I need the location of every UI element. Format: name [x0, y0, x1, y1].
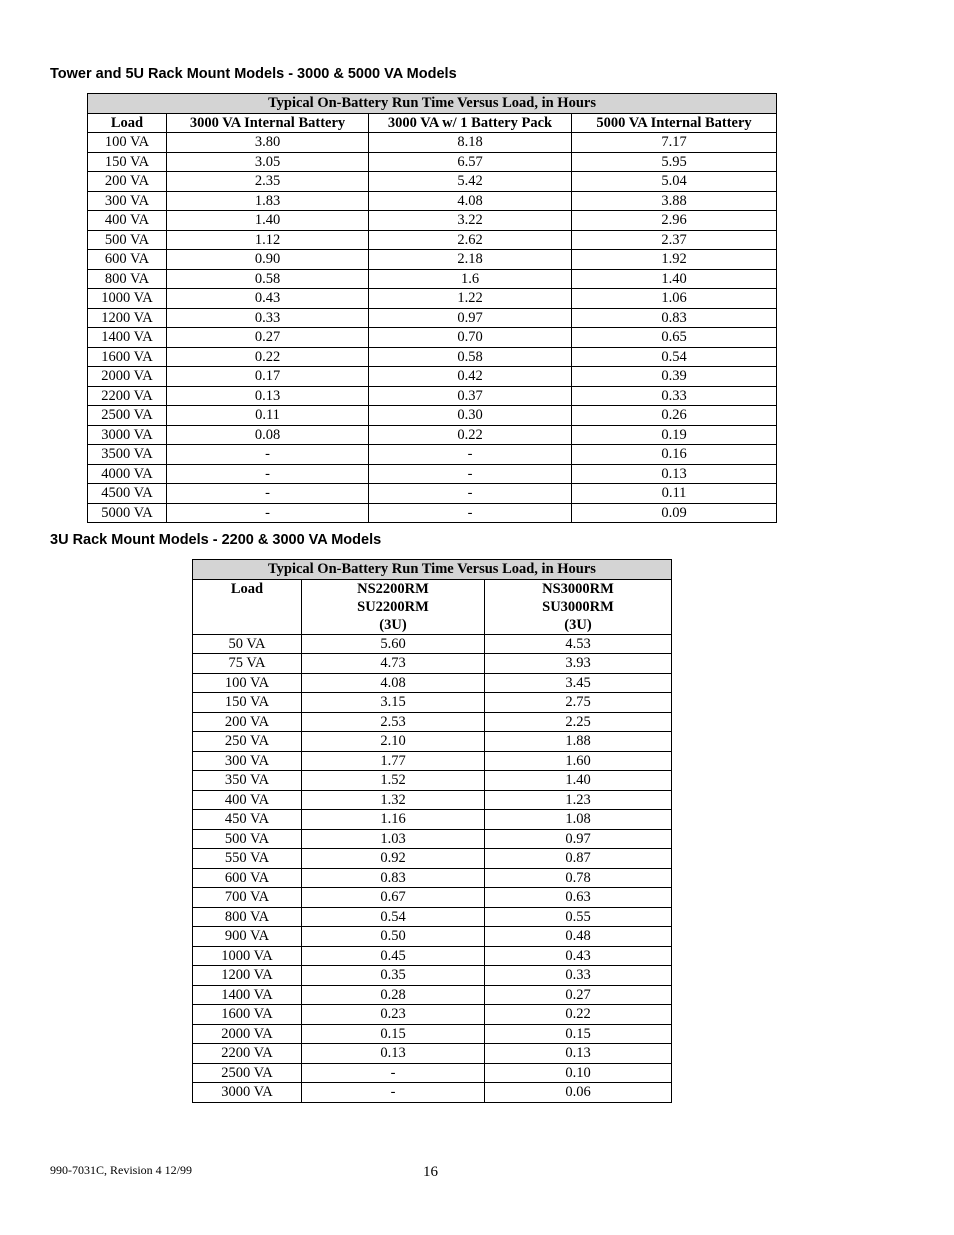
column-header-line: (3U) [564, 616, 592, 633]
runtime-cell: 0.78 [485, 868, 672, 888]
runtime-cell: 8.18 [369, 133, 572, 153]
load-cell: 300 VA [88, 191, 167, 211]
load-cell: 1200 VA [193, 966, 302, 986]
runtime-cell: 0.17 [167, 367, 369, 387]
runtime-cell: 3.45 [485, 673, 672, 693]
runtime-table-tower-5u [87, 93, 777, 523]
column-header-line: (3U) [379, 616, 407, 633]
runtime-cell: 1.40 [572, 269, 777, 289]
runtime-cell: - [369, 445, 572, 465]
runtime-cell: - [302, 1083, 485, 1103]
runtime-cell: 0.22 [167, 347, 369, 367]
table-row [88, 367, 777, 387]
runtime-cell: 1.40 [167, 211, 369, 231]
runtime-cell: 4.53 [485, 634, 672, 654]
runtime-cell: 0.19 [572, 425, 777, 445]
runtime-cell: 5.42 [369, 172, 572, 192]
runtime-cell: 2.37 [572, 230, 777, 250]
runtime-cell: 2.25 [485, 712, 672, 732]
table-row [193, 634, 672, 654]
runtime-cell: 1.88 [485, 732, 672, 752]
runtime-cell: 2.35 [167, 172, 369, 192]
runtime-cell: 0.27 [485, 985, 672, 1005]
load-cell: 150 VA [88, 152, 167, 172]
runtime-cell: 0.26 [572, 406, 777, 426]
table-row [88, 230, 777, 250]
runtime-cell: 0.13 [572, 464, 777, 484]
table-row [193, 1083, 672, 1103]
runtime-cell: 2.75 [485, 693, 672, 713]
table-row [88, 406, 777, 426]
table-row [193, 751, 672, 771]
runtime-cell: 3.93 [485, 654, 672, 674]
runtime-cell: 0.87 [485, 849, 672, 869]
load-cell: 550 VA [193, 849, 302, 869]
column-header [485, 579, 672, 634]
runtime-cell: 0.35 [302, 966, 485, 986]
runtime-cell: 3.80 [167, 133, 369, 153]
runtime-cell: 2.53 [302, 712, 485, 732]
table-row [193, 927, 672, 947]
table-row [193, 868, 672, 888]
runtime-cell: 1.23 [485, 790, 672, 810]
runtime-cell: 0.48 [485, 927, 672, 947]
runtime-cell: 1.83 [167, 191, 369, 211]
table-row [193, 1063, 672, 1083]
runtime-cell: 0.39 [572, 367, 777, 387]
runtime-cell: 0.22 [369, 425, 572, 445]
column-header: 3000 VA Internal Battery [167, 113, 369, 133]
table-caption: Typical On-Battery Run Time Versus Load, in Hours [88, 94, 777, 114]
runtime-cell: 0.33 [485, 966, 672, 986]
document-id: 990-7031C, Revision 4 12/99 [50, 1163, 193, 1177]
table-body [88, 133, 777, 523]
runtime-cell: 3.05 [167, 152, 369, 172]
load-cell: 1400 VA [88, 328, 167, 348]
column-header: 5000 VA Internal Battery [572, 113, 777, 133]
runtime-cell: 0.54 [302, 907, 485, 927]
runtime-cell: 0.45 [302, 946, 485, 966]
runtime-cell: - [369, 464, 572, 484]
table-row [193, 790, 672, 810]
runtime-table-3u-rack [192, 559, 672, 1103]
runtime-cell: 2.10 [302, 732, 485, 752]
runtime-cell: 0.27 [167, 328, 369, 348]
runtime-cell: 2.96 [572, 211, 777, 231]
runtime-cell: 1.40 [485, 771, 672, 791]
table-row [193, 654, 672, 674]
runtime-cell: 2.18 [369, 250, 572, 270]
load-cell: 400 VA [193, 790, 302, 810]
column-header [193, 579, 302, 634]
load-cell: 2200 VA [88, 386, 167, 406]
load-cell: 600 VA [193, 868, 302, 888]
table-row [193, 849, 672, 869]
runtime-cell: 3.22 [369, 211, 572, 231]
runtime-cell: 0.54 [572, 347, 777, 367]
column-header-line: NS2200RM [357, 580, 429, 597]
runtime-cell: 5.95 [572, 152, 777, 172]
load-cell: 300 VA [193, 751, 302, 771]
runtime-cell: 4.08 [369, 191, 572, 211]
table-row [88, 347, 777, 367]
runtime-cell: 5.04 [572, 172, 777, 192]
load-cell: 75 VA [193, 654, 302, 674]
runtime-cell: 0.37 [369, 386, 572, 406]
load-cell: 5000 VA [88, 503, 167, 523]
table-row [88, 133, 777, 153]
load-cell: 800 VA [88, 269, 167, 289]
load-cell: 900 VA [193, 927, 302, 947]
table-row [193, 946, 672, 966]
table-row [193, 1005, 672, 1025]
runtime-cell: 1.08 [485, 810, 672, 830]
table-row [88, 328, 777, 348]
runtime-cell: 0.09 [572, 503, 777, 523]
runtime-cell: 1.06 [572, 289, 777, 309]
table-row [88, 445, 777, 465]
runtime-cell: 0.16 [572, 445, 777, 465]
load-cell: 100 VA [88, 133, 167, 153]
runtime-cell: 0.13 [302, 1044, 485, 1064]
runtime-cell: 0.50 [302, 927, 485, 947]
table-row [88, 152, 777, 172]
runtime-cell: 1.12 [167, 230, 369, 250]
load-cell: 450 VA [193, 810, 302, 830]
column-header: Load [88, 113, 167, 133]
load-cell: 700 VA [193, 888, 302, 908]
runtime-cell: 0.13 [167, 386, 369, 406]
load-cell: 800 VA [193, 907, 302, 927]
load-cell: 2500 VA [193, 1063, 302, 1083]
load-cell: 1600 VA [88, 347, 167, 367]
load-cell: 4000 VA [88, 464, 167, 484]
runtime-cell: 0.83 [572, 308, 777, 328]
table-row [88, 503, 777, 523]
section2-heading: 3U Rack Mount Models - 2200 & 3000 VA Models [50, 532, 382, 548]
runtime-cell: 2.62 [369, 230, 572, 250]
table-row [88, 464, 777, 484]
load-cell: 200 VA [88, 172, 167, 192]
load-cell: 350 VA [193, 771, 302, 791]
table-row [88, 191, 777, 211]
table-row [88, 269, 777, 289]
runtime-cell: 0.11 [167, 406, 369, 426]
runtime-cell: 0.90 [167, 250, 369, 270]
load-cell: 1400 VA [193, 985, 302, 1005]
load-cell: 1200 VA [88, 308, 167, 328]
runtime-cell: 1.03 [302, 829, 485, 849]
runtime-cell: 0.97 [485, 829, 672, 849]
runtime-cell: 1.6 [369, 269, 572, 289]
table-row [88, 386, 777, 406]
load-cell: 200 VA [193, 712, 302, 732]
runtime-cell: 0.70 [369, 328, 572, 348]
runtime-cell: 1.22 [369, 289, 572, 309]
runtime-cell: 5.60 [302, 634, 485, 654]
runtime-cell: 1.16 [302, 810, 485, 830]
table-row [193, 712, 672, 732]
runtime-cell: 0.06 [485, 1083, 672, 1103]
runtime-cell: 0.58 [167, 269, 369, 289]
table-row [88, 484, 777, 504]
table-row [193, 1044, 672, 1064]
table-row [193, 829, 672, 849]
column-header [302, 579, 485, 634]
runtime-cell: 1.60 [485, 751, 672, 771]
runtime-cell: 4.73 [302, 654, 485, 674]
column-headers [88, 113, 777, 133]
column-header-line: Load [230, 580, 264, 597]
runtime-cell: 0.30 [369, 406, 572, 426]
runtime-cell: 0.22 [485, 1005, 672, 1025]
runtime-cell: 0.10 [485, 1063, 672, 1083]
table-row [88, 425, 777, 445]
table-row [88, 250, 777, 270]
load-cell: 3500 VA [88, 445, 167, 465]
runtime-cell: 0.42 [369, 367, 572, 387]
runtime-cell: 1.92 [572, 250, 777, 270]
load-cell: 2000 VA [88, 367, 167, 387]
runtime-cell: 7.17 [572, 133, 777, 153]
runtime-cell: 0.15 [485, 1024, 672, 1044]
load-cell: 500 VA [193, 829, 302, 849]
runtime-cell: 0.43 [485, 946, 672, 966]
runtime-cell: 0.55 [485, 907, 672, 927]
runtime-cell: 0.28 [302, 985, 485, 1005]
runtime-cell: 0.43 [167, 289, 369, 309]
runtime-cell: 1.77 [302, 751, 485, 771]
table-row [193, 810, 672, 830]
load-cell: 100 VA [193, 673, 302, 693]
table-row [193, 985, 672, 1005]
table-body [193, 634, 672, 1102]
table-row [193, 966, 672, 986]
table-row [193, 673, 672, 693]
runtime-cell: 0.65 [572, 328, 777, 348]
table-row [193, 907, 672, 927]
load-cell: 400 VA [88, 211, 167, 231]
column-header-line: SU2200RM [357, 598, 429, 615]
load-cell: 250 VA [193, 732, 302, 752]
runtime-cell: 4.08 [302, 673, 485, 693]
runtime-cell: 0.08 [167, 425, 369, 445]
runtime-cell: 0.97 [369, 308, 572, 328]
table-row [88, 308, 777, 328]
load-cell: 3000 VA [193, 1083, 302, 1103]
load-cell: 150 VA [193, 693, 302, 713]
table-row [193, 771, 672, 791]
runtime-cell: 0.11 [572, 484, 777, 504]
runtime-cell: 6.57 [369, 152, 572, 172]
load-cell: 2200 VA [193, 1044, 302, 1064]
runtime-cell: 0.67 [302, 888, 485, 908]
load-cell: 2000 VA [193, 1024, 302, 1044]
load-cell: 1000 VA [193, 946, 302, 966]
load-cell: 4500 VA [88, 484, 167, 504]
load-cell: 2500 VA [88, 406, 167, 426]
runtime-cell: 0.58 [369, 347, 572, 367]
table-row [193, 888, 672, 908]
runtime-cell: - [302, 1063, 485, 1083]
runtime-cell: 3.88 [572, 191, 777, 211]
runtime-cell: 0.63 [485, 888, 672, 908]
runtime-cell: 0.23 [302, 1005, 485, 1025]
runtime-cell: - [369, 503, 572, 523]
load-cell: 1000 VA [88, 289, 167, 309]
runtime-cell: 3.15 [302, 693, 485, 713]
runtime-cell: 0.15 [302, 1024, 485, 1044]
column-headers [193, 579, 672, 634]
table-row [193, 693, 672, 713]
runtime-cell: - [167, 464, 369, 484]
section1-heading: Tower and 5U Rack Mount Models - 3000 & 5000 VA Models [50, 66, 457, 82]
runtime-cell: - [369, 484, 572, 504]
runtime-cell: 0.33 [572, 386, 777, 406]
load-cell: 1600 VA [193, 1005, 302, 1025]
runtime-cell: - [167, 503, 369, 523]
column-header-line: SU3000RM [542, 598, 614, 615]
runtime-cell: 0.33 [167, 308, 369, 328]
column-header-line: NS3000RM [542, 580, 614, 597]
table-caption: Typical On-Battery Run Time Versus Load, in Hours [193, 560, 672, 580]
runtime-cell: - [167, 445, 369, 465]
load-cell: 500 VA [88, 230, 167, 250]
runtime-cell: 0.83 [302, 868, 485, 888]
table-row [193, 1024, 672, 1044]
runtime-cell: 0.92 [302, 849, 485, 869]
page-number: 16 [423, 1164, 438, 1180]
runtime-cell: 0.13 [485, 1044, 672, 1064]
table-row [193, 732, 672, 752]
runtime-cell: 1.52 [302, 771, 485, 791]
column-header: 3000 VA w/ 1 Battery Pack [369, 113, 572, 133]
load-cell: 50 VA [193, 634, 302, 654]
runtime-cell: 1.32 [302, 790, 485, 810]
table-row [88, 211, 777, 231]
table-row [88, 172, 777, 192]
runtime-cell: - [167, 484, 369, 504]
load-cell: 600 VA [88, 250, 167, 270]
table-row [88, 289, 777, 309]
load-cell: 3000 VA [88, 425, 167, 445]
